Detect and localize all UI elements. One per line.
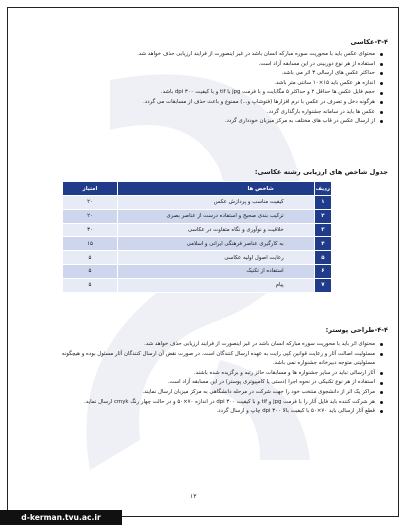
list-item: عکس ها باید در سامانه جشنواره بارگذاری گردد. [54, 108, 384, 118]
row-criterion: کیفیت مناسب و پردازش عکس [118, 196, 315, 210]
row-score: ۲۰ [63, 209, 118, 223]
row-index: ۲ [314, 209, 331, 223]
footer-url[interactable]: d-kerman.tvu.ac.ir [0, 510, 122, 525]
table-row [63, 237, 332, 251]
photography-rules-list [54, 50, 384, 127]
list-item: آثار ارسالی نباید در سایر جشنواره ها و مسابقات حائز رتبه و برگزیده شده باشند. [39, 369, 384, 379]
evaluation-table [62, 181, 332, 293]
list-item: قطع آثار ارسالی باید ۷۰×۵۰ با کیفیت بالا ۳۰۰ dpi چاپ و ارسال گردد. [39, 407, 384, 417]
table-row [63, 278, 332, 292]
list-item: از ارسال عکس در قاب های مختلف به مرکز میزبان خودداری گردد. [54, 117, 384, 127]
table-header-row [63, 182, 332, 196]
row-criterion: رعایت اصول اولیه عکاسی [118, 251, 315, 265]
row-score: ۵ [63, 278, 118, 292]
header-score: امتیاز [63, 182, 118, 196]
list-item: حجم فایل عکس ها حداقل ۲ و حداکثر ۵ مگابایت و با فرمت jpg یا tif و با کیفیت ۳۰۰ dpi باشد. [54, 88, 384, 98]
row-index: ۴ [314, 237, 331, 251]
list-item: محتوای عکس باید با محوریت سوره مبارکه انسان باشد در غیر اینصورت از فرایند ارزیابی حذف خواهد شد. [54, 50, 384, 60]
list-item: هرگونه دخل و تصرف در عکس با نرم افزارها (فتوشاپ و...) ممنوع و باعث حذف از مسابقات می گردد. [54, 98, 384, 108]
list-item: هر شرکت کننده باید فایل آثار را با فرمت jpg و tif و با کیفیت ۳۰۰ dpi در اندازه ۷۰×۵۰ و در حالت چهار رنگ cmyk ارسال نماید. [39, 398, 384, 408]
list-item: مراکز یک اثر از دانشجوی منتخب خود را جهت شرکت در مرحله دانشگاهی به مرکز میزبان ارسال نمایند. [39, 388, 384, 398]
list-item: استفاده از هر نوع دوربینی در این مسابقه آزاد است. [54, 60, 384, 70]
row-score: ۳۰ [63, 223, 118, 237]
table-row [63, 196, 332, 210]
list-item: استفاده از هر نوع تکنیکی در نحوه اجرا (دستی یا کامپیوتری پوستر) در این مسابقه آزاد است. [39, 378, 384, 388]
list-item: مسئولیت اصالت آثار و رعایت قوانین کپی رایت به عهده ارسال کنندگان است. در صورت نقض آن ارسال کنندگان آثار مسئول بوده و هیچگونه مسئولیتی متوجه دبیرخانه جشنواره نمی باشد. [39, 350, 384, 369]
poster-rules-list [39, 340, 384, 417]
row-score: ۱۵ [63, 237, 118, 251]
header-criteria: شاخص ها [118, 182, 315, 196]
list-item: محتوای اثر باید با محوریت سوره مبارکه انسان باشد در غیر اینصورت از فرایند ارزیابی حذف خواهد شد. [39, 340, 384, 350]
row-criterion: خلاقیت و نوآوری و نگاه متفاوت در عکاسی [118, 223, 315, 237]
header-index: ردیف [314, 182, 331, 196]
table-row [63, 251, 332, 265]
section-heading-poster: ۴-۴-طراحی پوستر: [325, 326, 388, 334]
table-row [63, 223, 332, 237]
table-row [63, 209, 332, 223]
page-number: ۱۳ [190, 493, 197, 500]
row-index: ۶ [314, 264, 331, 278]
row-score: ۲۰ [63, 196, 118, 210]
list-item: اندازه هر عکس باید ۱۵×۱۰ سانتی متر باشد. [54, 79, 384, 89]
row-criterion: به کارگیری عناصر فرهنگی ایرانی و اسلامی [118, 237, 315, 251]
row-index: ۱ [314, 196, 331, 210]
row-criterion: پیام [118, 278, 315, 292]
row-index: ۵ [314, 251, 331, 265]
row-criterion: استفاده از تکنیک [118, 264, 315, 278]
row-score: ۵ [63, 264, 118, 278]
table-title: جدول شاخص های ارزیابی رشته عکاسی: [254, 168, 388, 176]
row-index: ۳ [314, 223, 331, 237]
row-index: ۷ [314, 278, 331, 292]
list-item: حداکثر عکس های ارسالی ۳ اثر می باشد. [54, 69, 384, 79]
row-criterion: ترکیب بندی صحیح و استفاده درست از عناصر بصری [118, 209, 315, 223]
row-score: ۵ [63, 251, 118, 265]
table-row [63, 264, 332, 278]
section-heading-photography: ۳-۴-عکاسی [350, 38, 388, 46]
